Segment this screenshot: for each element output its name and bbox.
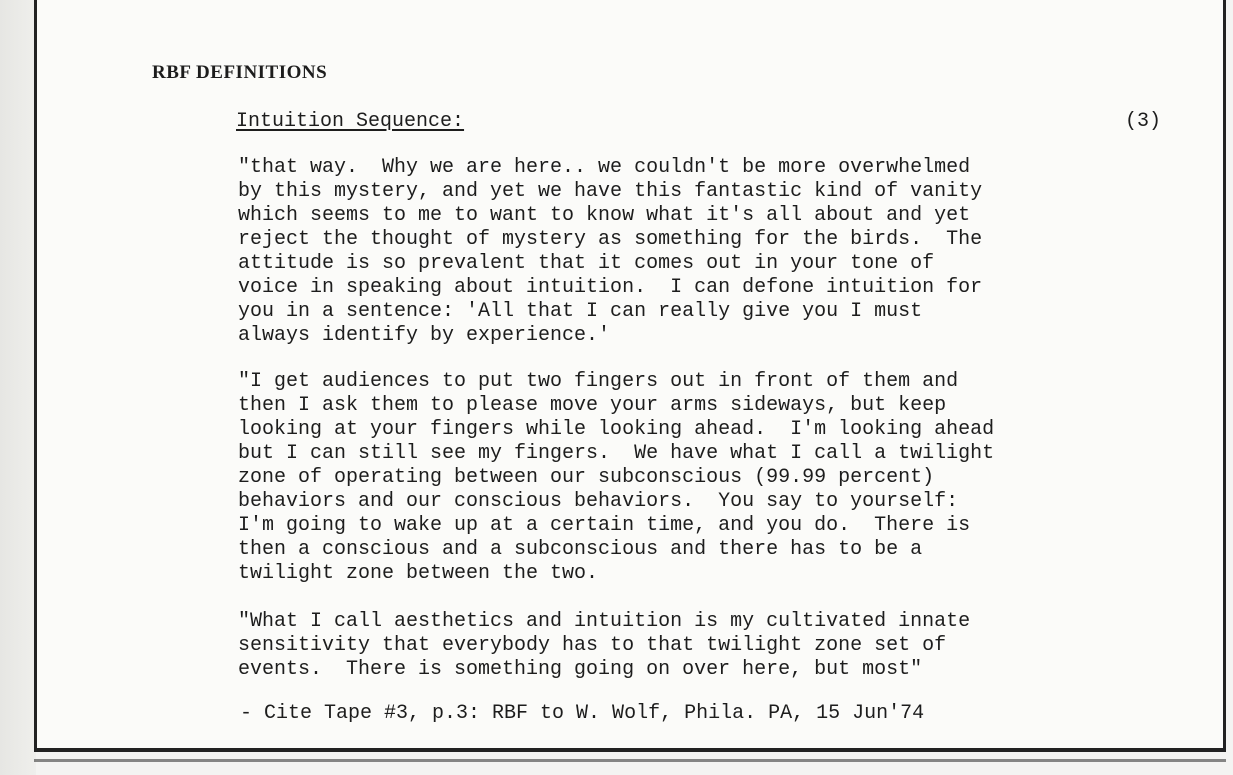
page-edge-shadow [0, 0, 36, 775]
document-heading: RBF DEFINITIONS [152, 62, 328, 83]
quote-paragraph: "What I call aesthetics and intuition is my cultivated innate sensitivity that everybody has to that twilight zone set of events. There is something going on over here, but most" [238, 610, 971, 681]
page-number: (3) [1125, 110, 1162, 133]
section-title: Intuition Sequence: [236, 110, 465, 133]
quote-paragraph: "I get audiences to put two fingers out in front of them and then I ask them to please move your arms sideways, but keep looking at your fingers while looking ahead. I'm looking ahead but I can still see my fingers. We have what I call a twilight zone of operating between our subconscious (99.99 percent) behaviors and our conscious behaviors. You say to yourself: I'm going to wake up at a certain time, and you do. There is then a conscious and a subconscious and there has to be a twilight zone between the two. [238, 370, 995, 585]
card-bottom-border [34, 759, 1226, 762]
quote-paragraph: "that way. Why we are here.. we couldn't be more overwhelmed by this mystery, and yet we have this fantastic kind of vanity which seems to me to want to know what it's all about and yet reject the thought of mystery as something for the birds. The attitude is so prevalent that it comes out in your tone of voice in speaking about intuition. I can defone intuition for you in a sentence: 'All that I can really give you I must always identify by experience.' [238, 156, 983, 347]
citation-line: - Cite Tape #3, p.3: RBF to W. Wolf, Phila. PA, 15 Jun'74 [240, 702, 925, 725]
